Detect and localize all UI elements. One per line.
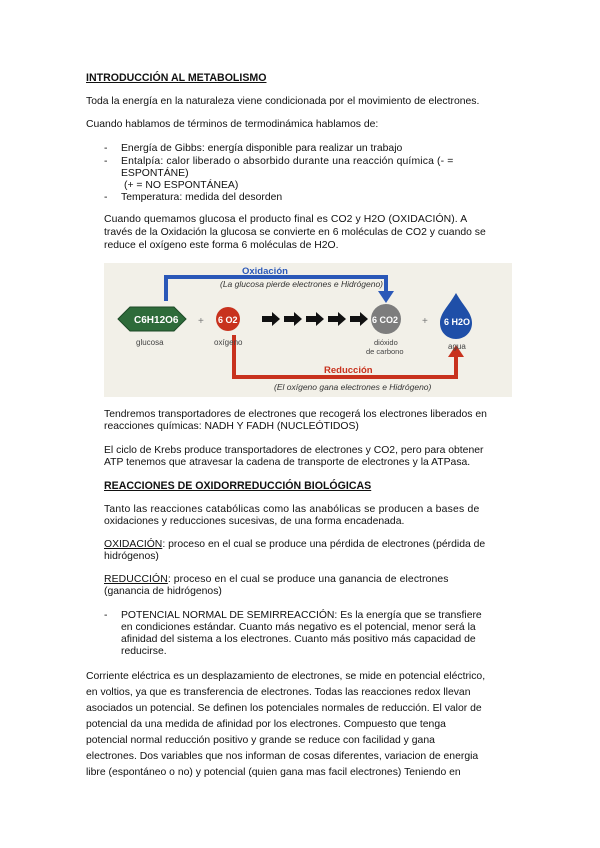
- water-name: agua: [448, 342, 466, 351]
- process-arrow: [284, 312, 302, 326]
- bullet-dash: -: [104, 610, 108, 621]
- co2-formula: 6 CO2: [372, 315, 399, 325]
- bullet-text: (+ = NO ESPONTÁNEA): [124, 180, 239, 191]
- page-title: INTRODUCCIÓN AL METABOLISMO: [86, 72, 267, 84]
- process-arrow: [306, 312, 324, 326]
- process-arrow: [262, 312, 280, 326]
- plus-sign: +: [422, 316, 428, 327]
- oxidation-term: OXIDACIÓN: [104, 539, 163, 550]
- water-formula: 6 H2O: [444, 317, 471, 327]
- bullet-dash: -: [104, 156, 108, 167]
- glucose-formula: C6H12O6: [134, 315, 179, 326]
- reduction-sub: (El oxígeno gana electrones e Hidrógeno): [274, 382, 432, 392]
- oxidation-reduction-figure: [104, 263, 512, 397]
- oxidation-definition: [104, 539, 485, 551]
- bullet-dash: -: [104, 143, 108, 154]
- oxidation-def-text: : proceso en el cual se produce una pérdida de electrones (pérdida de: [162, 539, 486, 550]
- reduction-definition: [104, 574, 449, 586]
- reduction-def-text: (ganancia de hidrógenos): [104, 586, 222, 597]
- catabolic-para-line: Tanto las reacciones catabólicas como las anabólicas se producen a bases de: [104, 504, 480, 515]
- glucose-para-line: través de la Oxidación la glucosa se convierte en 6 moléculas de CO2 y cuando se: [104, 227, 486, 238]
- process-arrow: [350, 312, 368, 326]
- oxygen-formula: 6 O2: [218, 315, 238, 325]
- transport-para-line: Tendremos transportadores de electrones que recogerá los electrones liberados en: [104, 409, 487, 420]
- process-arrows: [262, 312, 368, 326]
- transport-para-line: reacciones químicas: NADH Y FADH (NUCLEÓTIDOS): [104, 421, 359, 432]
- co2-name-1: dióxido: [374, 338, 398, 347]
- glucose-para-line: reduce el oxígeno este forma 6 moléculas de H2O.: [104, 240, 339, 251]
- catabolic-para-line: oxidaciones y reducciones sucesivas, de una forma encadenada.: [104, 516, 405, 527]
- process-arrow: [328, 312, 346, 326]
- krebs-para-line: El ciclo de Krebs produce transportadores de electrones y CO2, pero para obtener: [104, 445, 484, 456]
- final-para-line: Corriente eléctrica es un desplazamiento de electrones, se mide en potencial eléctrico,: [86, 671, 486, 682]
- glucose-para-line: Cuando quemamos glucosa el producto final es CO2 y H2O (OXIDACIÓN). A: [104, 214, 468, 225]
- final-para-line: libre (espontáneo o no) y potencial (quien gana mas facil electrones) Teniendo en: [86, 767, 461, 778]
- reduction-term: REDUCCIÓN: [104, 574, 168, 585]
- bullet-text: ESPONTÁNE): [121, 168, 189, 179]
- final-para-line: asociados un potencial. Se definen los potenciales normales de reducción. El valor de: [86, 703, 482, 714]
- section-title: REACCIONES DE OXIDORREDUCCIÓN BIOLÓGICAS: [104, 480, 372, 492]
- water-drop: [440, 293, 472, 339]
- oxidation-arrowhead: [378, 291, 394, 303]
- oxidation-sub: (La glucosa pierde electrones e Hidrógeno): [220, 279, 384, 289]
- glucose-name: glucosa: [136, 338, 164, 347]
- final-para-line: potencial da una medida de afinidad por los electrones. Compuesto que tenga: [86, 719, 446, 730]
- potential-line: afinidad del sistema a los electrones. Cuanto más positivo más capacidad de: [121, 634, 476, 645]
- potential-line: POTENCIAL NORMAL DE SEMIRREACCIÓN: Es la energía que se transfiere: [121, 610, 482, 621]
- oxidation-label: Oxidación: [242, 266, 288, 277]
- intro-line: Cuando hablamos de términos de termodinámica hablamos de:: [86, 119, 379, 130]
- bullet-text: Energía de Gibbs: energía disponible para realizar un trabajo: [121, 143, 403, 154]
- bullet-text: Temperatura: medida del desorden: [121, 192, 283, 203]
- final-para-line: en voltios, ya que es transferencia de electrones. Todas las reacciones redox llevan: [86, 687, 471, 698]
- co2-name-2: de carbono: [366, 347, 404, 356]
- final-para-line: electrones. Dos variables que nos informan de cosas diferentes, variacion de energia: [86, 751, 479, 762]
- reduction-label: Reducción: [324, 365, 373, 376]
- bullet-text: Entalpía: calor liberado o absorbido durante una reacción química (- =: [121, 156, 454, 167]
- reduction-def-text: : proceso en el cual se produce una ganancia de electrones: [167, 574, 449, 585]
- potential-line: reducirse.: [121, 646, 167, 657]
- intro-line: Toda la energía en la naturaleza viene condicionada por el movimiento de electrones.: [86, 96, 480, 107]
- krebs-para-line: ATP tenemos que atravesar la cadena de transporte de electrones y la ATPasa.: [104, 457, 471, 468]
- final-para-line: potencial normal reducción positivo y grande se reduce con facilidad y gana: [86, 735, 435, 746]
- oxygen-name: oxígeno: [214, 338, 243, 347]
- figure-svg: [104, 263, 512, 397]
- oxidation-def-text: hidrógenos): [104, 551, 159, 562]
- bullet-dash: -: [104, 192, 108, 203]
- potential-line: en condiciones estándar. Cuanto más negativo es el potencial, menor será la: [121, 622, 476, 633]
- plus-sign: +: [198, 316, 204, 327]
